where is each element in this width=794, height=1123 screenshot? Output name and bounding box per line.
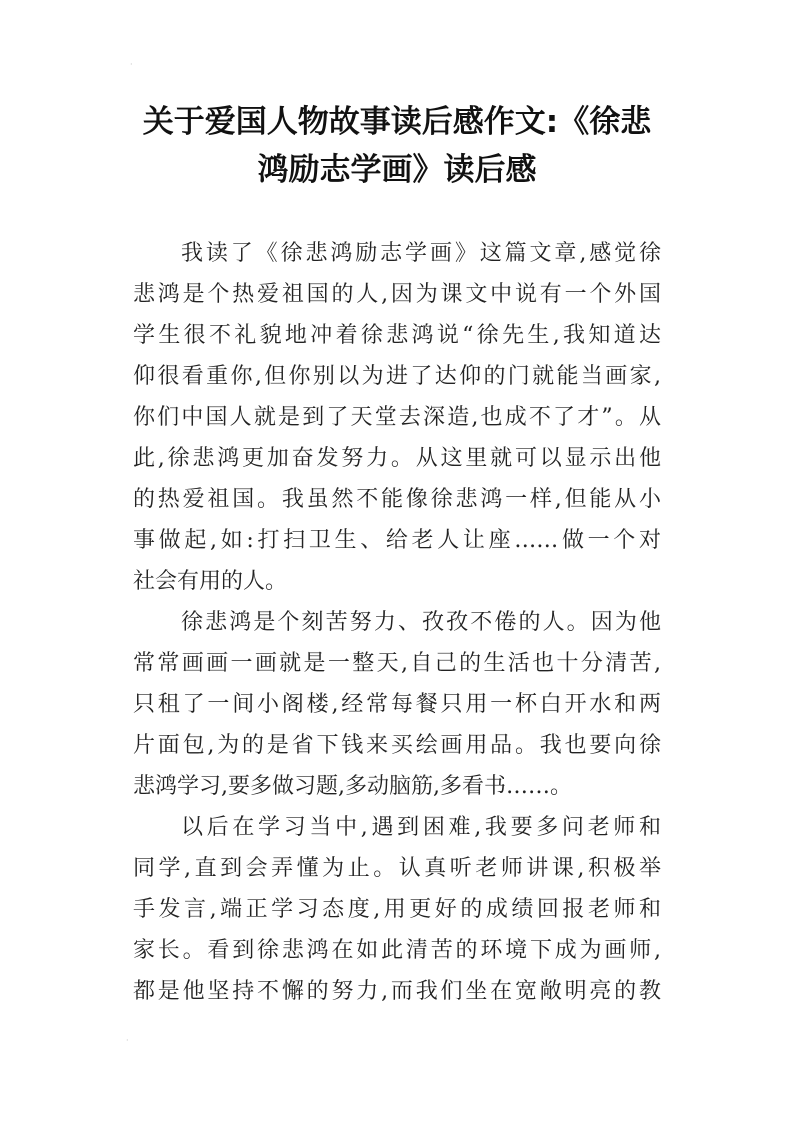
paragraph-1-line-2: 悲鸿是个热爱祖国的人,因为课文中说有一个外国 — [133, 282, 661, 307]
paragraph-3-line-3: 手发言,端正学习态度,用更好的成绩回报老师和 — [133, 897, 661, 922]
paragraph-1-line-7: 的热爱祖国。我虽然不能像徐悲鸿一样,但能从小 — [133, 487, 661, 512]
document-title — [110, 98, 684, 194]
title-line-2: 鸿励志学画》读后感 — [257, 152, 537, 188]
bottom-left-mark: · — [126, 1036, 129, 1045]
paragraph-3-line-1: 以后在学习当中,遇到困难,我要多问老师和 — [181, 815, 661, 840]
paragraph-2-line-3: 只租了一间小阁楼,经常每餐只用一杯白开水和两 — [133, 692, 661, 717]
paragraph-1-line-1: 我读了《徐悲鸿励志学画》这篇文章,感觉徐 — [181, 241, 661, 266]
paragraph-1-line-5: 你们中国人就是到了天堂去深造,也成不了才”。从 — [133, 405, 661, 430]
title-line-1: 关于爱国人物故事读后感作文:《徐悲 — [142, 104, 652, 140]
top-left-mark: · — [130, 60, 133, 69]
paragraph-3-line-4: 家长。看到徐悲鸿在如此清苦的环境下成为画师, — [133, 938, 661, 963]
document-body — [133, 233, 661, 1012]
paragraph-3-line-2: 同学,直到会弄懂为止。认真听老师讲课,积极举 — [133, 856, 661, 881]
paragraph-2-line-4: 片面包,为的是省下钱来买绘画用品。我也要向徐 — [133, 733, 661, 758]
paragraph-1-line-9: 社会有用的人。 — [133, 569, 288, 594]
paragraph-3-line-5: 都是他坚持不懈的努力,而我们坐在宽敞明亮的教 — [133, 979, 661, 1004]
paragraph-1-line-3: 学生很不礼貌地冲着徐悲鸿说“徐先生,我知道达 — [133, 323, 661, 348]
paragraph-1-line-6: 此,徐悲鸿更加奋发努力。从这里就可以显示出他 — [133, 446, 661, 471]
paragraph-2-line-1: 徐悲鸿是个刻苦努力、孜孜不倦的人。因为他 — [181, 610, 661, 635]
paragraph-2-line-2: 常常画画一画就是一整天,自己的生活也十分清苦, — [133, 651, 661, 676]
paragraph-2-line-5: 悲鸿学习,要多做习题,多动脑筋,多看书……。 — [133, 774, 572, 799]
paragraph-1-line-8: 事做起,如:打扫卫生、给老人让座……做一个对 — [133, 528, 661, 553]
paragraph-1-line-4: 仰很看重你,但你别以为进了达仰的门就能当画家, — [133, 364, 661, 389]
